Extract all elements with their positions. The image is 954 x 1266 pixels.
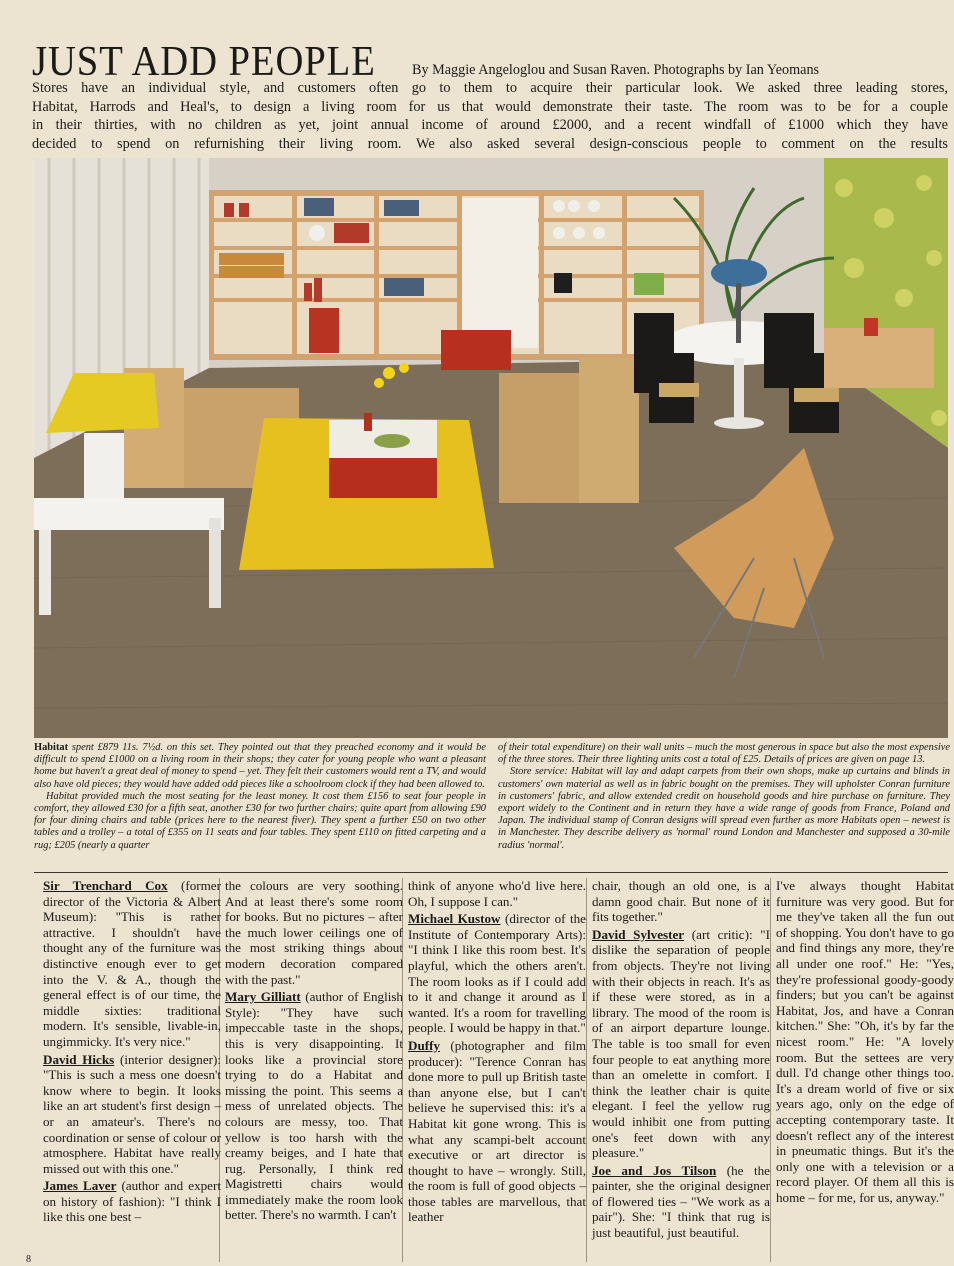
commenter-name: Joe and Jos Tilson — [592, 1162, 717, 1178]
comment-column-2 — [225, 878, 403, 1225]
intro-line: decided to spend on refurnishing their living room. We also asked several design-conscious people to comment on the results — [32, 135, 948, 152]
comment-text: chair, though an old one, is a damn good chair. But none of it fits together." — [592, 878, 770, 925]
commenter-name: Sir Trenchard Cox — [43, 878, 168, 893]
commenter-name: Mary Gilliatt — [225, 989, 301, 1005]
article-intro — [32, 79, 948, 153]
comment-text: (he the painter, she the original designer of flowered ties – "We work as a pair"). She: "I think that rug is just beautiful, just beautiful. — [592, 1162, 770, 1241]
comment-column-5 — [776, 878, 954, 1207]
column-divider — [586, 878, 587, 1262]
commenter-name: James Laver — [43, 1178, 117, 1194]
comment-text: (art critic): "I dislike the separation of people from objects. They're not living with their objects in reach. It's as if these were stored, as in a library. The mood of the room is of an airport departure lounge. The table is too small for even four people to eat anything more than an omelette in comfort. I think the leather chair is quite elegant. I feel the yellow rug would inhibit one from putting one's feet down with any pleasure." — [592, 926, 770, 1161]
intro-line: Stores have an individual style, and customers often go to them to acquire their particular look. We asked three leading stores, — [32, 80, 948, 96]
caption-text: Habitat provided much the most seating for the least money. It cost them £156 to seat four people in comfort, they allowed £30 for a fifth seat, another £30 for two further chairs; quite apart from allowing £90 for four dining chairs and table (prices here to the nearest fiver). They spent a further £50 on two other tables and a trolley – a total of £355 on 11 seats and four tables. They spent £110 on fitted carpeting and a rug; £205 (nearly a quarter — [34, 790, 486, 851]
page-number: 8 — [26, 1254, 31, 1265]
article-byline: By Maggie Angeloglou and Susan Raven. Photographs by Ian Yeomans — [412, 62, 820, 78]
caption-text: of their total expenditure) on their wall units – much the most generous in space but also the most expensive of the three stores. Their three lighting units cost a total of £25. Details of prices are given on page 13. — [498, 742, 950, 766]
column-divider — [770, 878, 771, 1262]
photo-caption-right — [498, 742, 950, 852]
comment-column-4 — [592, 878, 770, 1243]
caption-text: spent £879 11s. 7½d. on this set. They pointed out that they preached economy and it would be difficult to spend £1000 on a living room in their shops; they cater for young people who want a pleasant home but haven't a great deal of money to spend – yet. They felt their customers would rent a TV, and would also have old pieces; they would have added odd pieces like a schoolroom clock if they had been allowed to. — [34, 742, 486, 790]
living-room-illustration — [34, 158, 948, 738]
intro-line: Habitat, Harrods and Heal's, to design a living room for us that would demonstrate their taste. The room was to be for a couple — [32, 98, 948, 115]
caption-lead: Habitat — [34, 742, 69, 753]
comment-text: (photographer and film producer): "Terence Conran has done more to pull up British taste than anyone else, but I can't believe he supervised this: it's a Habitat kit gone wrong. This is what any scampi-belt account executive or art director is thought to have – wrongly. Still, the room is full of good objects – those tables are marvellous, that leather — [408, 1037, 586, 1225]
comment-text: (director of the Institute of Contemporary Arts): "I think I like this room best. It's playful, which the others aren't. The room looks as if I could add to it and change it around as I wanted. It's a room for travelling people. I would be happy in that." — [408, 911, 586, 1036]
comment-text: (interior designer): "This is such a mess one doesn't know where to begin. It looks like an art student's first design – or an amateur's. There's no coordination or sense of colour or atmosphere. Habitat have really missed out with this one." — [43, 1051, 221, 1176]
commenter-name: David Hicks — [43, 1051, 115, 1067]
commenter-name: Michael Kustow — [408, 911, 501, 927]
article-title: JUST ADD PEOPLE — [32, 39, 376, 85]
intro-line: in their thirties, with no children as yet, joint annual income of around £2000, and a recent windfall of £1000 which they have — [32, 117, 948, 133]
section-divider — [34, 872, 948, 873]
comment-text: think of anyone who'd live here. Oh, I suppose I can." — [408, 878, 586, 909]
living-room-photo — [34, 158, 948, 738]
commenter-name: David Sylvester — [592, 926, 685, 942]
comment-text: (author of English Style): "They have such impeccable taste in the shops, this is very disappointing. It looks like a provincial store trying to do a Habitat and missing the point. This seems a mess of unrelated objects. The colours are messy, too. That yellow is too harsh with the creamy beiges, and I hate that rug. Personally, I think red Magistretti chairs would immediately make the room look better. There's no warmth. I can't — [225, 989, 403, 1223]
comment-text: (author and expert on history of fashion): "I think I like this one best – — [43, 1178, 221, 1225]
commenter-name: Duffy — [408, 1037, 441, 1053]
comment-column-3 — [408, 878, 586, 1227]
caption-text: Store service: Habitat will lay and adapt carpets from their own shops, make up curtains and blinds in customers' own material as well as in fabric bought on the premises. They will upholster Conran furniture in customers' fabric, and allow extended credit on household goods and hire purchase on furniture. They export widely to the Continent and in return they have a wide range of goods from France, Poland and Japan. The individual stamp of Conran designs will spread even further as more Habitats open – newest is in Manchester. They describe delivery as 'normal' round London and Manchester and supposed a 30-mile radius 'normal'. — [498, 766, 950, 851]
photo-caption-left — [34, 742, 486, 852]
comment-text: the colours are very soothing. And at least there's some room for books. But no pictures – after the much lower ceilings one of the most striking things about modern decoration compared with the past." — [225, 878, 403, 987]
comment-text: (former director of the Victoria & Albert Museum): "This is rather attractive. I shouldn't have thought any of the furniture was distinctive enough ever to get into the V. & A., though the general effect is of our time, the middle sixties: traditional modern. It's sensible, livable-in, ungimmicky. It's very nice." — [43, 878, 221, 1049]
comment-column-1 — [43, 878, 221, 1227]
comment-text: I've always thought Habitat furniture was very good. But for me they've taken all the fun out of shopping. You don't have to go and find things any more, they're all under one roof." He: "Yes, they're professional goody-goody finders; but you can't be against Habitat, Jos, and have a Conran kitchen." She: "Oh, it's by far the nicest room." He: "A lovely room. But the settees are very dull. I'd change other things too. It's a dream world of five or six years ago, only on the edge of accepting contemporary taste. It doesn't reflect any of the interest in pneumatic things. But it's the only one with a television or a record player. Of them all this is home – for me, for us, anyway." — [776, 878, 954, 1205]
